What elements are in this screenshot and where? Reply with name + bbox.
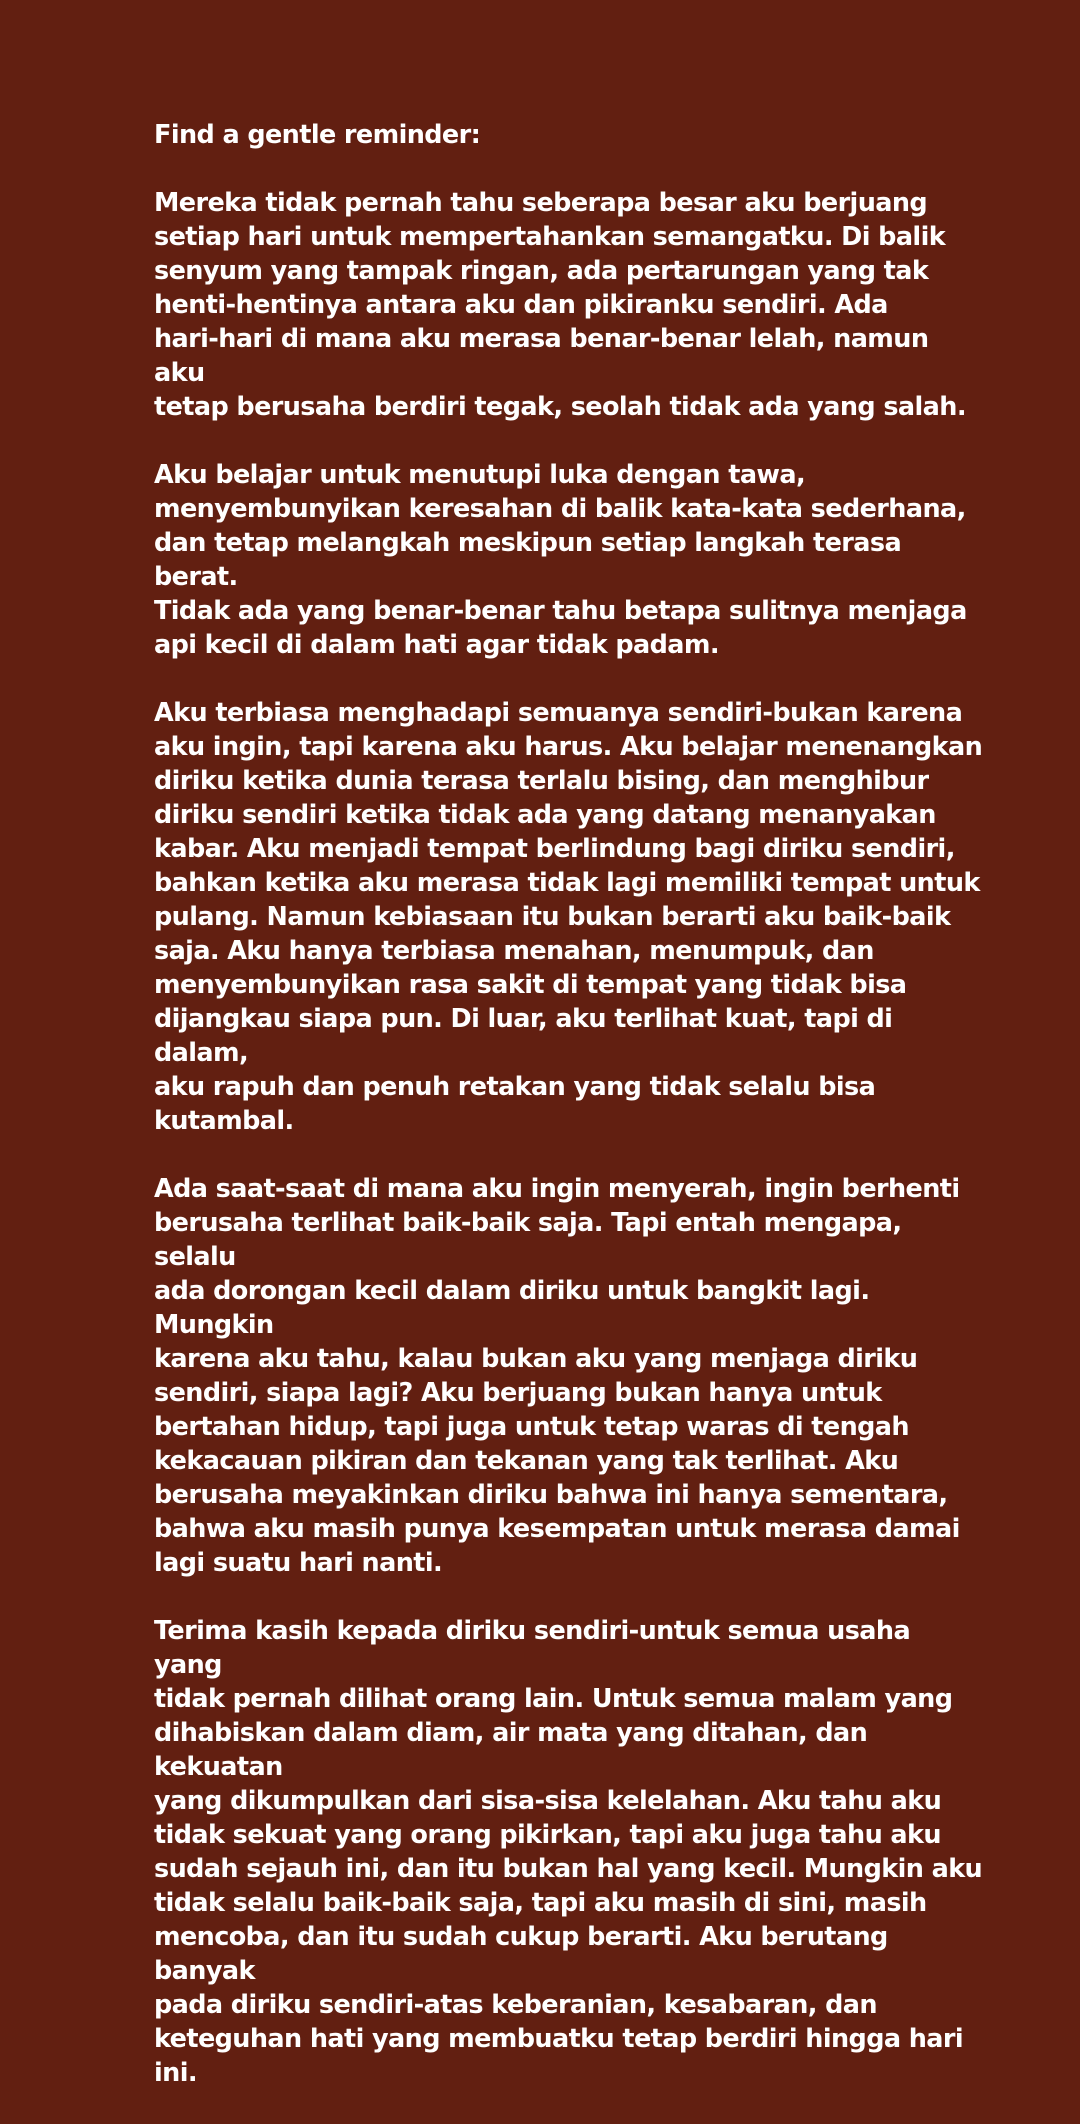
story-paragraph [154, 1614, 984, 2090]
story-paragraph [154, 186, 984, 424]
story-line: tidak pernah dilihat orang lain. Untuk semua malam yang [154, 1684, 953, 1714]
story-line: diriku ketika dunia terasa terlalu bising, dan menghibur [154, 766, 929, 796]
story-line: lagi suatu hari nanti. [154, 1548, 443, 1578]
story-line: tetap berusaha berdiri tegak, seolah tidak ada yang salah. [154, 392, 966, 422]
story-line: aku rapuh dan penuh retakan yang tidak selalu bisa [154, 1072, 876, 1102]
story-line: sudah sejauh ini, dan itu bukan hal yang kecil. Mungkin aku [154, 1854, 983, 1884]
story-line: henti-hentinya antara aku dan pikiranku sendiri. Ada [154, 290, 888, 320]
story-line: kekacauan pikiran dan tekanan yang tak terlihat. Aku [154, 1446, 899, 1476]
story-line: Ada saat-saat di mana aku ingin menyerah, ingin berhenti [154, 1174, 960, 1204]
story-line: berusaha meyakinkan diriku bahwa ini hanya sementara, [154, 1480, 948, 1510]
story-line: karena aku tahu, kalau bukan aku yang menjaga diriku [154, 1344, 918, 1374]
story-line: kutambal. [154, 1106, 294, 1136]
story-line: berusaha terlihat baik-baik saja. Tapi entah mengapa, selalu [154, 1208, 902, 1272]
story-paragraph [154, 696, 984, 1138]
story-line: tidak sekuat yang orang pikirkan, tapi aku juga tahu aku [154, 1820, 941, 1850]
story-line: bahkan ketika aku merasa tidak lagi memiliki tempat untuk [154, 868, 980, 898]
story-line: kabar. Aku menjadi tempat berlindung bagi diriku sendiri, [154, 834, 955, 864]
story-line: sendiri, siapa lagi? Aku berjuang bukan hanya untuk [154, 1378, 882, 1408]
story-line: hari-hari di mana aku merasa benar-benar lelah, namun aku [154, 324, 929, 388]
story-line: menyembunyikan rasa sakit di tempat yang tidak bisa [154, 970, 907, 1000]
story-paragraph [154, 458, 984, 662]
story-paragraphs [154, 186, 984, 2090]
story-line: Terima kasih kepada diriku sendiri-untuk semua usaha yang [154, 1616, 911, 1680]
story-line: aku ingin, tapi karena aku harus. Aku belajar menenangkan [154, 732, 983, 762]
story-line: Tidak ada yang benar-benar tahu betapa sulitnya menjaga [154, 596, 967, 626]
story-line: senyum yang tampak ringan, ada pertarungan yang tak [154, 256, 929, 286]
story-line: pada diriku sendiri-atas keberanian, kesabaran, dan [154, 1990, 877, 2020]
story-paragraph [154, 1172, 984, 1580]
story-line: ada dorongan kecil dalam diriku untuk bangkit lagi. Mungkin [154, 1276, 870, 1340]
story-line: Aku terbiasa menghadapi semuanya sendiri-bukan karena [154, 698, 963, 728]
story-line: pulang. Namun kebiasaan itu bukan berarti aku baik-baik [154, 902, 951, 932]
story-line: menyembunyikan keresahan di balik kata-kata sederhana, [154, 494, 966, 524]
story-line: ini. [154, 2058, 197, 2088]
story-line: bahwa aku masih punya kesempatan untuk merasa damai [154, 1514, 960, 1544]
story-line: Mereka tidak pernah tahu seberapa besar aku berjuang [154, 188, 928, 218]
story-text-block [154, 118, 984, 2124]
story-line: keteguhan hati yang membuatku tetap berdiri hingga hari [154, 2024, 964, 2054]
story-line: bertahan hidup, tapi juga untuk tetap waras di tengah [154, 1412, 909, 1442]
story-line: dan tetap melangkah meskipun setiap langkah terasa berat. [154, 528, 902, 592]
story-line: tidak selalu baik-baik saja, tapi aku masih di sini, masih [154, 1888, 927, 1918]
story-line: mencoba, dan itu sudah cukup berarti. Aku berutang banyak [154, 1922, 888, 1986]
story-line: yang dikumpulkan dari sisa-sisa kelelahan. Aku tahu aku [154, 1786, 942, 1816]
story-line: diriku sendiri ketika tidak ada yang datang menanyakan [154, 800, 936, 830]
story-line: dihabiskan dalam diam, air mata yang ditahan, dan kekuatan [154, 1718, 868, 1782]
story-line: Aku belajar untuk menutupi luka dengan tawa, [154, 460, 806, 490]
story-line: api kecil di dalam hati agar tidak padam. [154, 630, 719, 660]
story-title: Find a gentle reminder: [154, 120, 481, 150]
story-line: saja. Aku hanya terbiasa menahan, menumpuk, dan [154, 936, 874, 966]
story-line: setiap hari untuk mempertahankan semangatku. Di balik [154, 222, 946, 252]
story-line: dijangkau siapa pun. Di luar, aku terlihat kuat, tapi di dalam, [154, 1004, 893, 1068]
